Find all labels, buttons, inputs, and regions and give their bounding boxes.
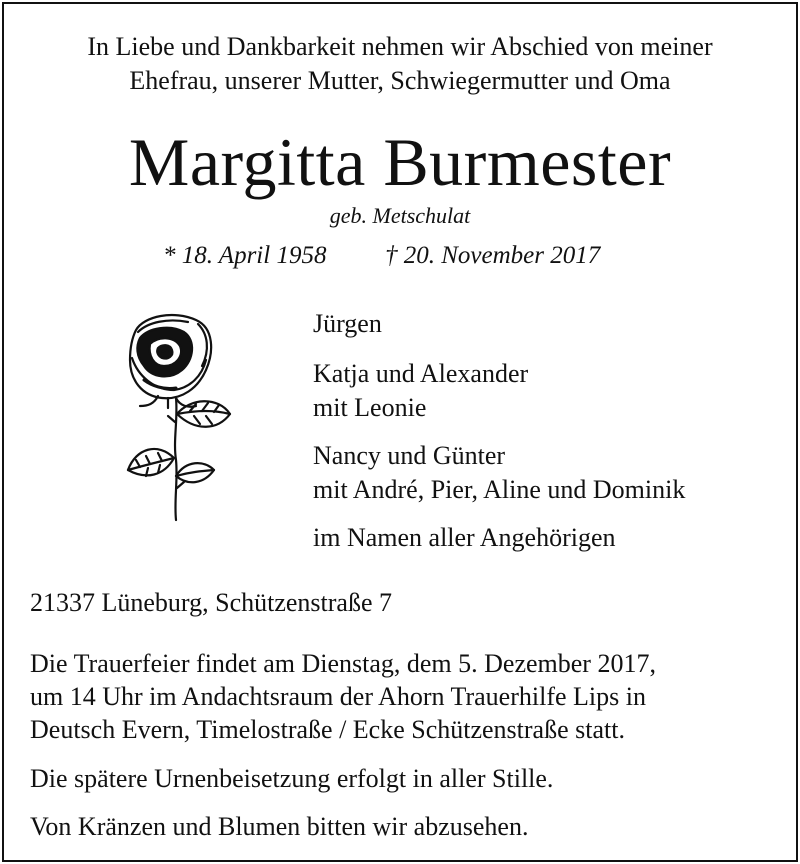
rose-icon xyxy=(118,310,240,522)
ceremony-line-2: um 14 Uhr im Andachtsraum der Ahorn Trauerhilfe Lips in xyxy=(30,682,646,711)
ceremony-line-3: Deutsch Evern, Timelostraße / Ecke Schützenstraße statt. xyxy=(30,715,625,744)
death-date: † 20. November 2017 xyxy=(385,242,601,269)
burial-note: Die spätere Urnenbeisetzung erfolgt in aller Stille. xyxy=(30,764,554,793)
mourner-line-1: Jürgen xyxy=(313,309,382,338)
mourner-line-4: Nancy und Günter xyxy=(313,441,506,470)
mourner-line-5: mit André, Pier, Aline und Dominik xyxy=(313,475,686,504)
ceremony-line-1: Die Trauerfeier findet am Dienstag, dem 5. Dezember 2017, xyxy=(30,649,656,678)
flowers-note: Von Kränzen und Blumen bitten wir abzusehen. xyxy=(30,812,529,841)
mourner-line-3: mit Leonie xyxy=(313,393,427,422)
address: 21337 Lüneburg, Schützenstraße 7 xyxy=(30,588,392,617)
birth-date: * 18. April 1958 xyxy=(163,242,327,269)
mourner-line-6: im Namen aller Angehörigen xyxy=(313,523,616,552)
intro-line-1: In Liebe und Dankbarkeit nehmen wir Abschied von meiner xyxy=(87,32,713,61)
deceased-name: Margitta Burmester xyxy=(128,124,672,200)
intro-line-2: Ehefrau, unserer Mutter, Schwiegermutter und Oma xyxy=(129,66,671,95)
mourner-line-2: Katja und Alexander xyxy=(313,359,529,388)
birth-name: geb. Metschulat xyxy=(329,203,471,228)
